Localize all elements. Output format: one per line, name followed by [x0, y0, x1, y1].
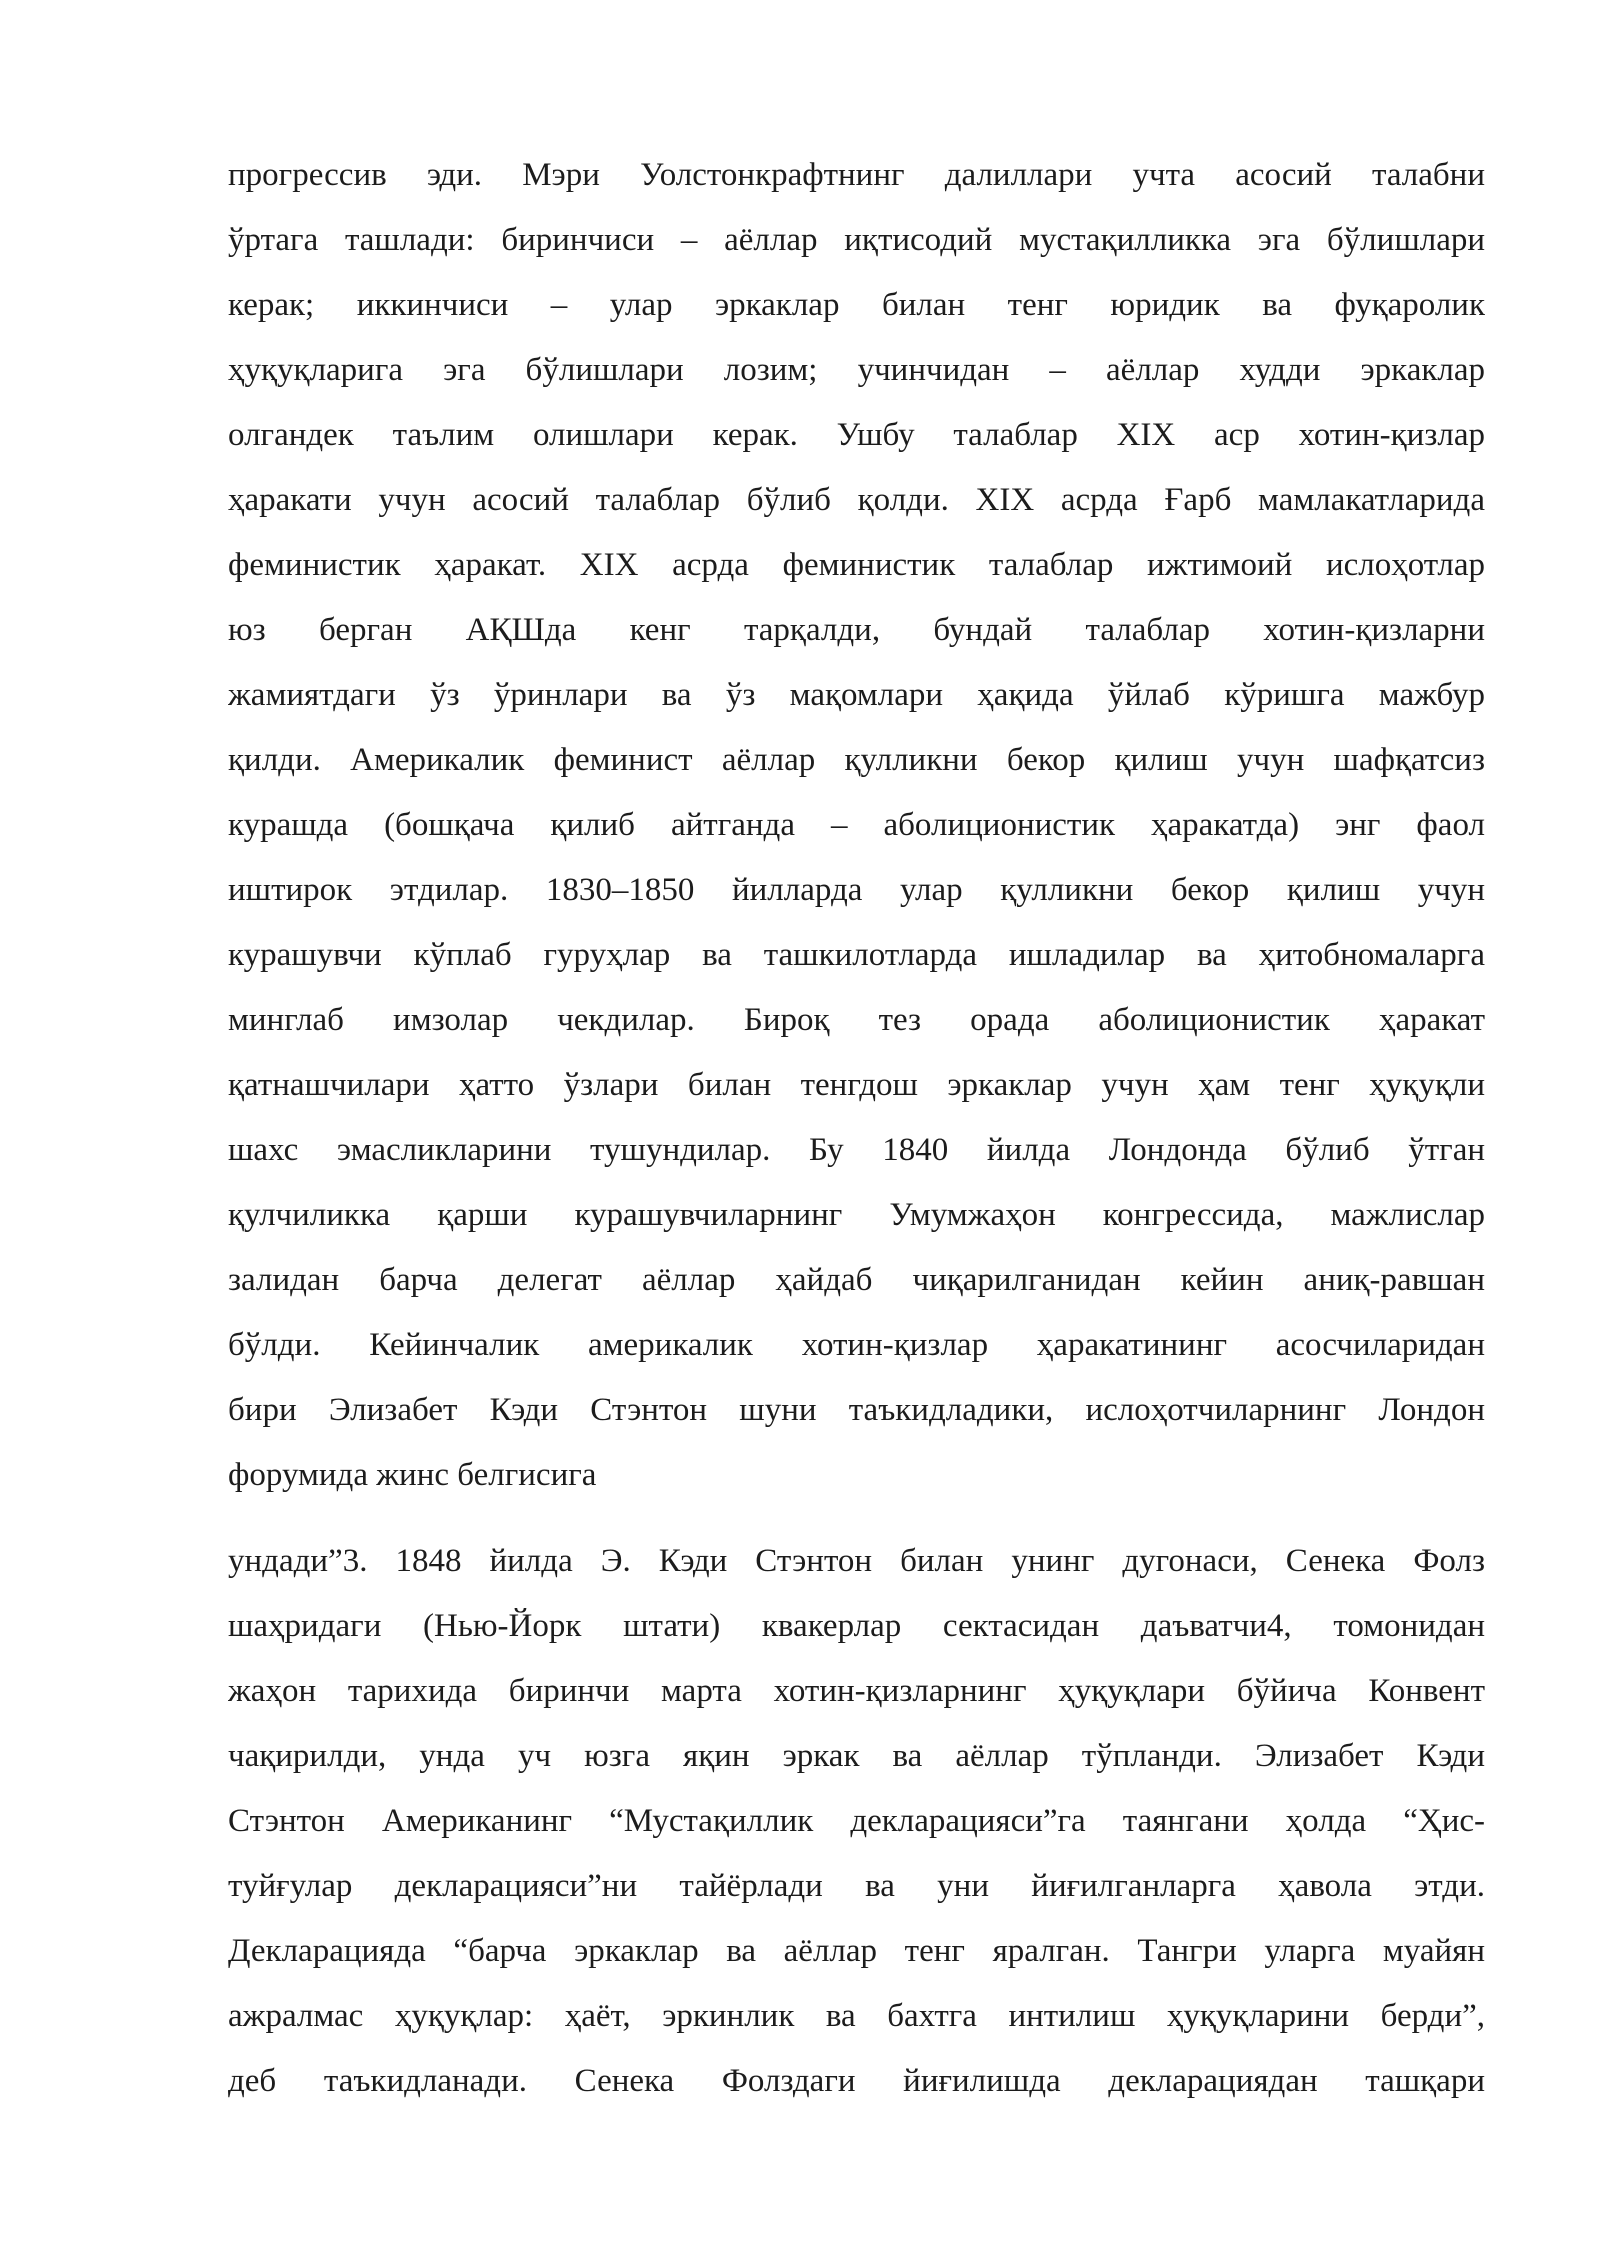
text-line: курашда (бошқача қилиб айтганда – аболиционистик ҳаракатда) энг фаол: [228, 807, 1485, 843]
text-line: феминистик ҳаракат. XIX асрда феминистик талаблар ижтимоий ислоҳотлар: [228, 547, 1485, 583]
text-line: курашувчи кўплаб гуруҳлар ва ташкилотларда ишладилар ва ҳитобномаларга: [228, 937, 1485, 973]
text-line: чақирилди, унда уч юзга яқин эркак ва аёллар тўпланди. Элизабет Кэди: [228, 1738, 1485, 1774]
text-line: қулчиликка қарши курашувчиларнинг Умумжаҳон конгрессида, мажлислар: [228, 1197, 1485, 1233]
text-line: жаҳон тарихида биринчи марта хотин-қизларнинг ҳуқуқлари бўйича Конвент: [228, 1673, 1485, 1709]
text-line: жамиятдаги ўз ўринлари ва ўз мақомлари ҳақида ўйлаб кўришга мажбур: [228, 677, 1485, 713]
text-line: иштирок этдилар. 1830–1850 йилларда улар қулликни бекор қилиш учун: [228, 872, 1485, 908]
text-line: қатнашчилари ҳатто ўзлари билан тенгдош эркаклар учун ҳам тенг ҳуқуқли: [228, 1067, 1485, 1103]
text-line: ундади”3. 1848 йилда Э. Кэди Стэнтон билан унинг дугонаси, Сенека Фолз: [228, 1543, 1485, 1579]
text-line: ажралмас ҳуқуқлар: ҳаёт, эркинлик ва бахтга интилиш ҳуқуқларини берди”,: [228, 1998, 1485, 2034]
text-line: ҳаракати учун асосий талаблар бўлиб қолди. XIX асрда Ғарб мамлакатларида: [228, 482, 1485, 518]
text-line: қилди. Америкалик феминист аёллар қулликни бекор қилиш учун шафқатсиз: [228, 742, 1485, 778]
text-line: ўртага ташлади: биринчиси – аёллар иқтисодий мустақилликка эга бўлишлари: [228, 222, 1485, 258]
text-line: керак; иккинчиси – улар эркаклар билан тенг юридик ва фуқаролик: [228, 287, 1485, 323]
text-line: шаҳридаги (Нью-Йорк штати) квакерлар сектасидан даъватчи4, томонидан: [228, 1608, 1485, 1644]
text-line: форумида жинс белгисига: [228, 1457, 597, 1493]
text-line: бўлди. Кейинчалик америкалик хотин-қизлар ҳаракатининг асосчиларидан: [228, 1327, 1485, 1363]
paragraph-2: [228, 1529, 1485, 2114]
text-line: туйғулар декларацияси”ни тайёрлади ва уни йиғилганларга ҳавола этди.: [228, 1868, 1485, 1904]
text-line: прогрессив эди. Мэри Уолстонкрафтнинг далиллари учта асосий талабни: [228, 157, 1485, 193]
text-line: залидан барча делегат аёллар ҳайдаб чиқарилганидан кейин аниқ-равшан: [228, 1262, 1485, 1298]
text-line: бири Элизабет Кэди Стэнтон шуни таъкидладики, ислоҳотчиларнинг Лондон: [228, 1392, 1485, 1428]
text-line: олгандек таълим олишлари керак. Ушбу талаблар XIX аср хотин-қизлар: [228, 417, 1485, 453]
text-line: Декларацияда “барча эркаклар ва аёллар тенг яралган. Тангри уларга муайян: [228, 1933, 1485, 1969]
text-line: Стэнтон Американинг “Мустақиллик декларацияси”га таянгани ҳолда “Ҳис-: [228, 1803, 1485, 1839]
text-line: деб таъкидланади. Сенека Фолздаги йиғилишда декларациядан ташқари: [228, 2063, 1485, 2099]
text-line: шахс эмасликларини тушундилар. Бу 1840 йилда Лондонда бўлиб ўтган: [228, 1132, 1485, 1168]
text-line: ҳуқуқларига эга бўлишлари лозим; учинчидан – аёллар худди эркаклар: [228, 352, 1485, 388]
text-line: минглаб имзолар чекдилар. Бироқ тез орада аболиционистик ҳаракат: [228, 1002, 1485, 1038]
text-line: юз берган АҚШда кенг тарқалди, бундай талаблар хотин-қизларни: [228, 612, 1485, 648]
paragraph-1: [228, 143, 1485, 1508]
